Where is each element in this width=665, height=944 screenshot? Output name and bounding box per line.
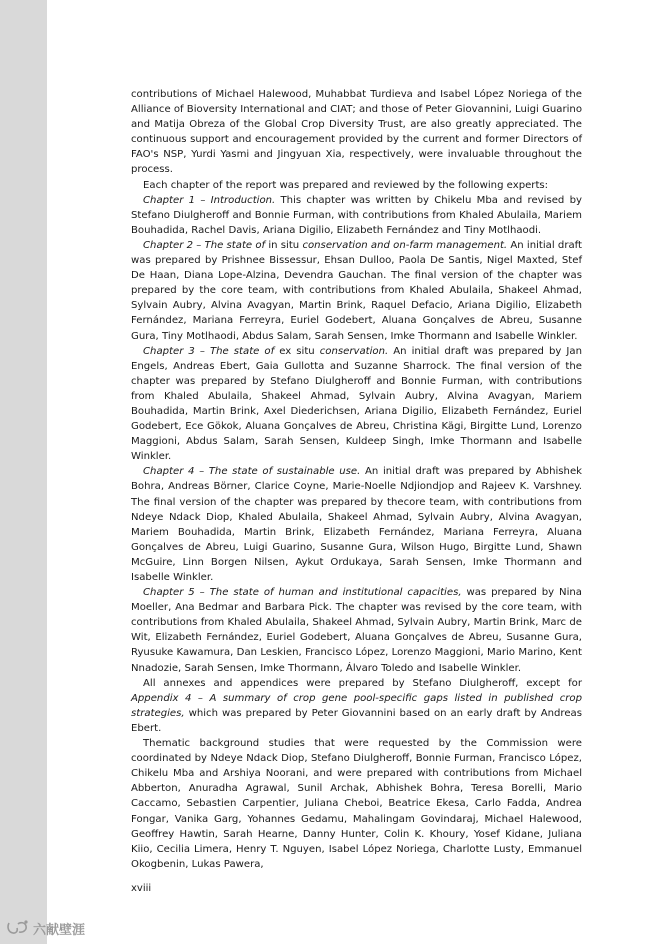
chapter-3-title-c: conservation. <box>319 345 389 357</box>
chapter-2-title-a: Chapter 2 – The state of <box>143 239 266 251</box>
annexes-body: which was prepared by Peter Giovannini based on an early draft by Andreas Ebert. <box>131 707 582 734</box>
chapter-5-title: Chapter 5 – The state of human and institutional capacities, <box>143 587 462 599</box>
paragraph-chapter-2 <box>131 238 582 344</box>
paragraph-chapter-5 <box>131 585 582 676</box>
paragraph-acknowledgements: contributions of Michael Halewood, Muhabbat Turdieva and Isabel López Noriega of the Alliance of Bioversity International and CIAT; and those of Peter Giovannini, Luigi Guarino and Matija Obreza of the Global Crop Diversity Trust, are also greatly appreciated. The continuous support and encouragement provided by the current and former Directors of FAO's NSP, Yurdi Yasmi and Jingyuan Xia, respectively, were invaluable throughout the process. <box>131 89 582 176</box>
chapter-1-title: Chapter 1 – Introduction. <box>143 194 276 206</box>
page-number: xviii <box>131 883 152 894</box>
paragraph-chapter-3 <box>131 344 582 465</box>
chapter-2-title-c: conservation and on-farm management. <box>302 239 508 251</box>
annexes-lead: All annexes and appendices were prepared by Stefano Diulgheroff, except for <box>143 677 582 689</box>
chapter-2-title-b: in situ <box>265 239 303 251</box>
paragraph-thematic-studies: Thematic background studies that were requested by the Commission were coordinated by Ndeye Ndack Diop, Stefano Diulgheroff, Bonnie Furman, Francisco López, Chikelu Mba and Arshiya Noorani, and were prepared with contributions from Michael Abberton, Anuradha Agrawal, Sunil Archak, Abhishek Bohra, Teresa Borelli, Mario Caccamo, Sebastien Carpentier, Juliana Cheboi, Beatrice Ekesa, Carlo Fadda, Andrea Fongar, Vanika Garg, Yohannes Gedamu, Mahalingam Govindaraj, Michael Halewood, Geoffrey Hawtin, Sarah Hearne, Danny Hunter, Colin K. Khoury, Yosef Kidane, Juliana Kiio, Cecilia Limera, Henry T. Nguyen, Isabel López Noriega, Charlotte Lusty, Emmanuel Okogbenin, Lukas Pawera, <box>131 738 582 870</box>
watermark <box>6 917 85 939</box>
watermark-text: 六献壁涯 <box>33 922 86 938</box>
chapter-3-body: An initial draft was prepared by Jan Engels, Andreas Ebert, Gaia Gullotta and Suzanne Sharrock. The final version of the chapter was prepared by Stefano Diulgheroff and Bonnie Furman, with contributions from Khaled Abulaila, Shakeel Ahmad, Sylvain Aubry, Alvina Avagyan, Mariem Bouhadida, Martin Brink, Axel Diederichsen, Ariana Digilio, Elizabeth Fernández, Euriel Godebert, Ece Gökok, Aluana Gonçalves de Abreu, Christina Kägi, Birgitte Lund, Lorenzo Maggioni, Abdus Salam, Sarah Sensen, Kuldeep Singh, Imke Thormann and Isabelle Winkler. <box>131 345 582 463</box>
paragraph-chapter-4 <box>131 464 582 585</box>
watermark-logo-icon <box>6 919 30 937</box>
chapter-2-body: An initial draft was prepared by Prishnee Bissessur, Ehsan Dulloo, Paola De Santis, Nigel Maxted, Stef De Haan, Diana Lope-Alzina, Devendra Gauchan. The final version of the chapter was prepared by the core team, with contributions from Khaled Abulaila, Shakeel Ahmad, Sylvain Aubry, Alvina Avagyan, Martin Brink, Raquel Defacio, Ariana Digilio, Elizabeth Fernández, Mariana Ferreyra, Euriel Godebert, Aluana Gonçalves de Abreu, Susanne Gura, Tiny Motlhaodi, Abdus Salam, Sarah Sensen, Imke Thormann and Isabelle Winkler. <box>131 239 582 342</box>
paragraph-chapter-1 <box>131 193 582 238</box>
appendix-4-title: Appendix 4 – A summary of crop gene pool-specific gaps listed in published crop strategies, <box>131 692 582 719</box>
chapter-1-body: This chapter was written by Chikelu Mba and revised by Stefano Diulgheroff and Bonnie Furman, with contributions from Khaled Abulaila, Mariem Bouhadida, Rachel Davis, Ariana Digilio, Elizabeth Fernández and Tiny Motlhaodi. <box>131 194 582 236</box>
chapter-3-title-b: ex situ <box>274 345 320 357</box>
chapter-4-body: An initial draft was prepared by Abhishek Bohra, Andreas Börner, Clarice Coyne, Marie-Noelle Ndjiondjop and Rajeev K. Varshney. The final version of the chapter was prepared by thecore team, with contributions from Ndeye Ndack Diop, Khaled Abulaila, Shakeel Ahmad, Sylvain Aubry, Alvina Avagyan, Mariem Bouhadida, Martin Brink, Elizabeth Fernández, Mariana Ferreyra, Aluana Gonçalves de Abreu, Luigi Guarino, Susanne Gura, Wilson Hugo, Birgitte Lund, Shawn McGuire, Linn Borgen Nilsen, Aykut Ordukaya, Sarah Sensen, Imke Thormann and Isabelle Winkler. <box>131 466 582 583</box>
chapter-5-body: was prepared by Nina Moeller, Ana Bedmar and Barbara Pick. The chapter was revised by the core team, with contributions from Khaled Abulaila, Shakeel Ahmad, Sylvain Aubry, Martin Brink, Marc de Wit, Elizabeth Fernández, Euriel Godebert, Aluana Gonçalves de Abreu, Susanne Gura, Ryusuke Kawamura, Dan Leskien, Francisco López, Lorenzo Maggioni, Mario Marino, Kent Nnadozie, Sarah Sensen, Imke Thormann, Álvaro Toledo and Isabelle Winkler. <box>131 587 582 674</box>
page-margin-band <box>0 0 47 944</box>
paragraph-experts-intro: Each chapter of the report was prepared and reviewed by the following experts: <box>143 179 549 191</box>
chapter-4-title: Chapter 4 – The state of sustainable use. <box>143 466 361 478</box>
chapter-3-title-a: Chapter 3 – The state of <box>143 345 275 357</box>
paragraph-annexes <box>131 676 582 736</box>
body-text <box>131 87 582 872</box>
